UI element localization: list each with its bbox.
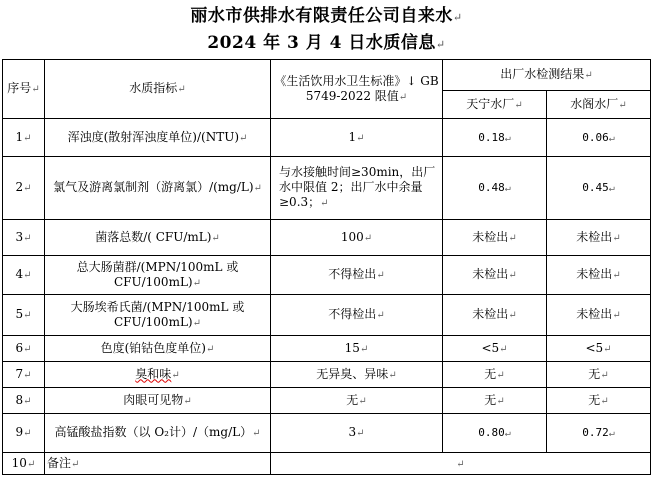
cell-plant2: 无↵ xyxy=(547,362,651,388)
water-quality-table xyxy=(2,59,651,475)
cell-plant2: 未检出↵ xyxy=(547,256,651,295)
cell-indicator: 总大肠菌群/(MPN/100mL 或 CFU/100mL)↵ xyxy=(45,256,271,295)
cell-seq: 8↵ xyxy=(3,388,45,414)
header-plant1: 天宁水厂↵ xyxy=(443,91,547,119)
cell-seq: 9↵ xyxy=(3,414,45,453)
paragraph-mark: ↵ xyxy=(452,11,463,24)
cell-plant1: 无↵ xyxy=(443,362,547,388)
cell-indicator: 浑浊度(散射浑浊度单位)/(NTU)↵ xyxy=(45,119,271,157)
cell-limit: 与水接触时间≥30min，出厂水中限值 2；出厂水中余量≥0.3；↵ xyxy=(271,157,443,220)
cell-indicator: 大肠埃希氏菌/(MPN/100mL 或 CFU/100mL)↵ xyxy=(45,295,271,336)
cell-limit: 100↵ xyxy=(271,220,443,256)
header-standard: 《生活饮用水卫生标准》↓ GB 5749-2022 限值↵ xyxy=(271,60,443,119)
cell-plant2: <5↵ xyxy=(547,336,651,362)
header-result-group: 出厂水检测结果↵ xyxy=(443,60,651,91)
cell-indicator: 氯气及游离氯制剂（游离氯）/(mg/L)↵ xyxy=(45,157,271,220)
cell-plant1: 未检出↵ xyxy=(443,256,547,295)
cell-plant1: 未检出↵ xyxy=(443,295,547,336)
cell-limit: 不得检出↵ xyxy=(271,256,443,295)
cell-seq: 4↵ xyxy=(3,256,45,295)
cell-plant2: 未检出↵ xyxy=(547,295,651,336)
header-seq: 序号↵ xyxy=(3,60,45,119)
cell-indicator: 臭和味↵ xyxy=(45,362,271,388)
document-title: 丽水市供排水有限责任公司自来水↵ xyxy=(190,6,463,26)
cell-limit: 3↵ xyxy=(271,414,443,453)
cell-plant2: 0.06↵ xyxy=(547,119,651,157)
cell-plant2: 0.72↵ xyxy=(547,414,651,453)
table-row xyxy=(3,157,651,220)
header-row xyxy=(3,60,651,91)
cell-limit: 无异臭、异味↵ xyxy=(271,362,443,388)
document-subtitle: 2024 年 3 月 4 日水质信息↵ xyxy=(207,33,446,53)
header-plant2: 水阁水厂↵ xyxy=(547,91,651,119)
table-row xyxy=(3,388,651,414)
cell-plant2: 无↵ xyxy=(547,388,651,414)
cell-seq: 7↵ xyxy=(3,362,45,388)
cell-plant1: 无↵ xyxy=(443,388,547,414)
cell-plant1: 0.48↵ xyxy=(443,157,547,220)
table-row xyxy=(3,414,651,453)
table-row xyxy=(3,295,651,336)
cell-limit: 不得检出↵ xyxy=(271,295,443,336)
cell-indicator: 高锰酸盐指数（以 O₂计）/（mg/L）↵ xyxy=(45,414,271,453)
table-row xyxy=(3,119,651,157)
cell-seq: 1↵ xyxy=(3,119,45,157)
cell-seq: 10↵ xyxy=(3,453,45,475)
header-indicator: 水质指标↵ xyxy=(45,60,271,119)
cell-indicator: 菌落总数/( CFU/mL)↵ xyxy=(45,220,271,256)
remarks-label: 备注↵ xyxy=(45,453,271,475)
cell-limit: 无↵ xyxy=(271,388,443,414)
cell-seq: 3↵ xyxy=(3,220,45,256)
cell-seq: 6↵ xyxy=(3,336,45,362)
table-row xyxy=(3,336,651,362)
cell-indicator: 色度(铂钴色度单位)↵ xyxy=(45,336,271,362)
paragraph-mark: ↵ xyxy=(435,38,446,51)
cell-plant2: 0.45↵ xyxy=(547,157,651,220)
cell-indicator: 肉眼可见物↵ xyxy=(45,388,271,414)
table-row xyxy=(3,256,651,295)
cell-seq: 5↵ xyxy=(3,295,45,336)
cell-plant1: 0.80↵ xyxy=(443,414,547,453)
cell-plant2: 未检出↵ xyxy=(547,220,651,256)
cell-plant1: 0.18↵ xyxy=(443,119,547,157)
table-row xyxy=(3,362,651,388)
cell-plant1: <5↵ xyxy=(443,336,547,362)
table-row xyxy=(3,220,651,256)
remarks-row xyxy=(3,453,651,475)
cell-seq: 2↵ xyxy=(3,157,45,220)
cell-limit: 1↵ xyxy=(271,119,443,157)
remarks-value: ↵ xyxy=(271,453,651,475)
cell-limit: 15↵ xyxy=(271,336,443,362)
cell-plant1: 未检出↵ xyxy=(443,220,547,256)
